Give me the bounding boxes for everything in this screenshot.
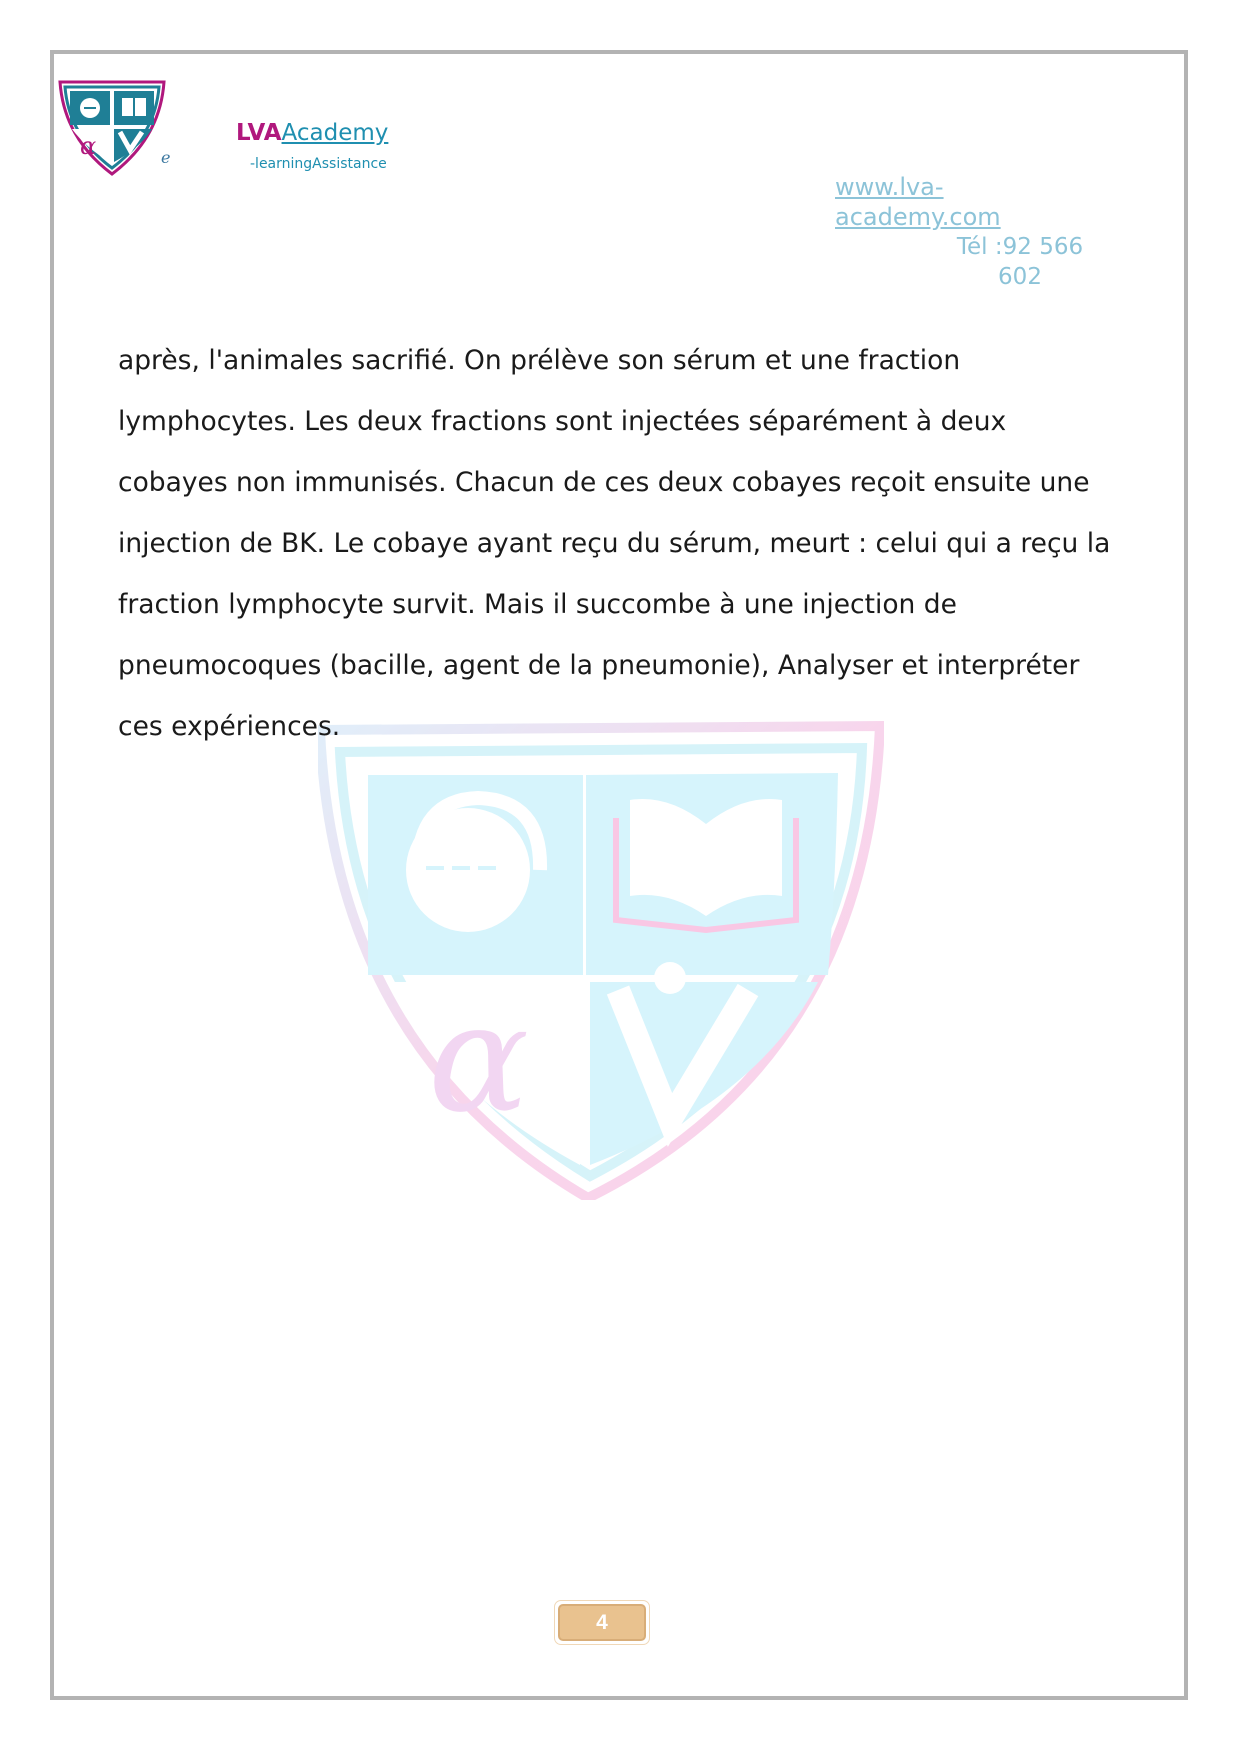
shield-logo-icon [56,78,171,178]
brand-lva: LVA [236,120,282,146]
exercise-paragraph: après, l'animales sacrifié. On prélève son sérum et une fraction lymphocytes. Les deux fractions sont injectées séparément à deux cobayes non immunisés. Chacun de ces deux cobayes reçoit ensuite une injection de BK. Le cobaye ayant reçu du sérum, meurt : celui qui a reçu la fraction lymphocyte survit. Mais il succombe à une injection de pneumocoques (bacille, agent de la pneumonie), Analyser et interpréter ces expériences. [118,345,1111,742]
logo-letter: e [161,148,171,167]
brand-subtitle: -learningAssistance [250,156,387,172]
website-link[interactable]: www.lva-academy.com [835,173,1001,231]
brand-name [236,120,388,146]
brand-academy: Academy [281,120,389,146]
svg-text:α: α [80,132,97,160]
watermark-shield-icon [318,720,884,1200]
phone-number: Tél :92 566 602 [956,234,1084,290]
alpha-icon: α [428,972,530,1146]
page-number-badge: 4 [558,1604,646,1641]
